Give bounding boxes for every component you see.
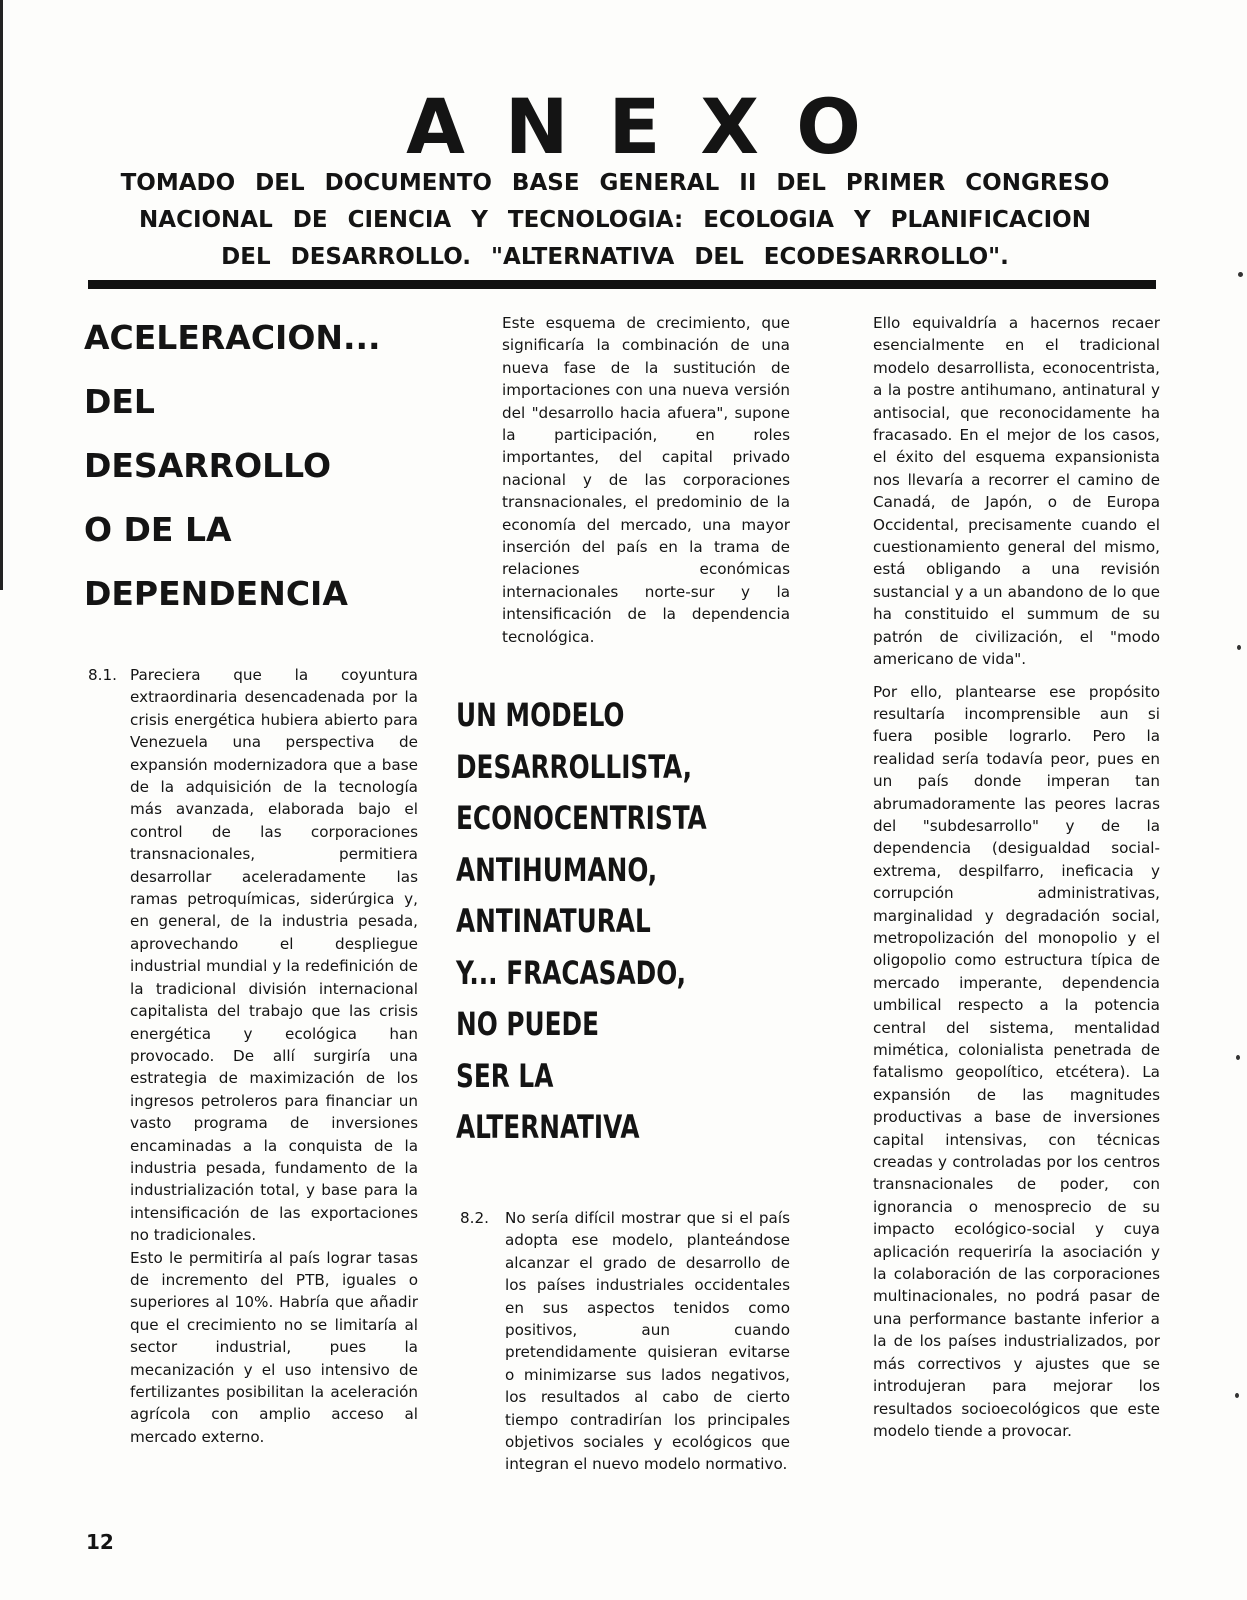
middle-column-heading: [456, 690, 748, 1154]
page-title: ANEXO: [406, 82, 901, 171]
subtitle-line-1: TOMADO DEL DOCUMENTO BASE GENERAL II DEL PRIMER CONGRESO: [120, 170, 1110, 196]
scan-speck: [1235, 1393, 1239, 1398]
scan-speck: [1238, 272, 1243, 277]
left-column-heading: [84, 306, 414, 626]
middle-heading-line: ANTIHUMANO,: [456, 850, 658, 889]
middle-heading-line: ECONOCENTRISTA: [456, 799, 707, 837]
scan-speck: [1236, 1055, 1240, 1060]
left-heading-line: ACELERACION...: [84, 318, 381, 357]
left-heading-line: DEL: [84, 382, 155, 421]
right-paragraph-1: Ello equivaldría a hacernos recaer esencialmente en el tradicional modelo desarrollista, econocentrista, a la postre antihumano, antinatural y antisocial, que reconocidamente ha fracasado. En el mejor de los casos, el éxito del esquema expansionista nos llevaría a recorrer el camino de Canadá, de Japón, o de Europa Occidental, precisamente cuando el cuestionamiento general del mismo, está obligando a una revisión sustancial y a un abandono de lo que ha constituido el summum de su patrón de civilización, el "modo americano de vida".: [873, 314, 1160, 669]
subtitle-line-3: DEL DESARROLLO. "ALTERNATIVA DEL ECODESARROLLO".: [221, 244, 1009, 270]
section-8-1-body: [130, 664, 418, 1448]
section-number-8-2: 8.2.: [460, 1209, 489, 1227]
middle-heading-line: SER LA: [456, 1056, 554, 1095]
scan-speck: [1237, 645, 1241, 650]
middle-heading-line: DESARROLLISTA,: [456, 747, 693, 786]
middle-heading-line: ANTINATURAL: [456, 902, 651, 940]
subtitle-line-2: NACIONAL DE CIENCIA Y TECNOLOGIA: ECOLOGIA Y PLANIFICACION: [139, 207, 1091, 233]
middle-heading-line: ALTERNATIVA: [456, 1108, 640, 1146]
header-rule: [88, 280, 1156, 289]
page-number: 12: [86, 1530, 114, 1554]
middle-column-intro: Este esquema de crecimiento, que significaría la combinación de una nueva fase de la sustitución de importaciones con una nueva versión del "desarrollo hacia afuera", supone la participación, en roles importantes, del capital privado nacional y de las corporaciones transnacionales, el predominio de la economía del mercado, una mayor inserción del país en la trama de relaciones económicas internacionales norte-sur y la intensificación de la dependencia tecnológica.: [502, 314, 790, 646]
middle-heading-line: UN MODELO: [456, 696, 625, 734]
left-heading-line: DEPENDENCIA: [84, 574, 348, 613]
section-number-8-1: 8.1.: [88, 666, 117, 684]
right-paragraph-2: Por ello, plantearse ese propósito resultaría incomprensible aun si fuera posible lograrlo. Pero la realidad sería todavía peor, pues en un país donde imperan tan abrumadoramente las peores lacras del "subdesarrollo" y de la dependencia (desigualdad social-extrema, despilfarro, ineficacia y corrupción administrativas, marginalidad y degradación social, metropolización del monopolio y el oligopolio como estructura típica de mercado imperante, dependencia umbilical respecto a la potencia central del sistema, mentalidad mimética, colonialista penetrada de fatalismo geopolítico, etcétera). La expansión de las magnitudes productivas a base de inversiones capital intensivas, con técnicas creadas y controladas por los centros transnacionales de poder, con ignorancia o menosprecio de su impacto ecológico-social y cuya aplicación requeriría la asociación y la colaboración de las corporaciones multinacionales, no podrá pasar de una performance bastante inferior a la de los países industrializados, por más correctivos y ajustes que se introdujeran para mejorar los resultados socioecológicos que este modelo tiende a provocar.: [873, 682, 1160, 1440]
middle-heading-line: NO PUEDE: [456, 1005, 600, 1043]
left-heading-line: DESARROLLO: [84, 446, 332, 485]
section-8-1-text: Pareciera que la coyuntura extraordinaria desencadenada por la crisis energética hubiera abierto para Venezuela una perspectiva de expansión modernizadora que a base de la adquisición de la tecnología más avanzada, elaborada bajo el control de las corporaciones transnacionales, permitiera desarrollar aceleradamente las ramas petroquímicas, siderúrgica y, en general, de la industria pesada, aprovechando el despliegue industrial mundial y la redefinición de la tradicional división internacional capitalista del trabajo que las crisis energética y ecológica han provocado. De allí surgiría una estrategia de maximización de los ingresos petroleros para financiar un vasto programa de inversiones encaminadas a la conquista de la industria pesada, fundamento de la industrialización total, y base para la intensificación de las exportaciones no tradicionales.: [130, 666, 418, 1245]
right-column: [873, 312, 1160, 1452]
section-8-2-text: No sería difícil mostrar que si el país adopta ese modelo, planteándose alcanzar el grado de desarrollo de los países industriales occidentales en sus aspectos tenidos como positivos, aun cuando pretendidamente quisieran evitarse o minimizarse sus lados negativos, los resultados al cabo de cierto tiempo contradirían los principales objetivos sociales y ecológicos que integran el nuevo modelo normativo.: [505, 1209, 790, 1474]
middle-heading-line: Y... FRACASADO,: [456, 953, 687, 992]
section-8-1-text-2: Esto le permitiría al país lograr tasas de incremento del PTB, iguales o superiores al 10%. Habría que añadir que el crecimiento no se limitaría al sector industrial, pues la mecanización y el uso intensivo de fertilizantes posibilitan la aceleración agrícola con amplio acceso al mercado externo.: [130, 1248, 418, 1446]
left-heading-line: O DE LA: [84, 510, 232, 549]
